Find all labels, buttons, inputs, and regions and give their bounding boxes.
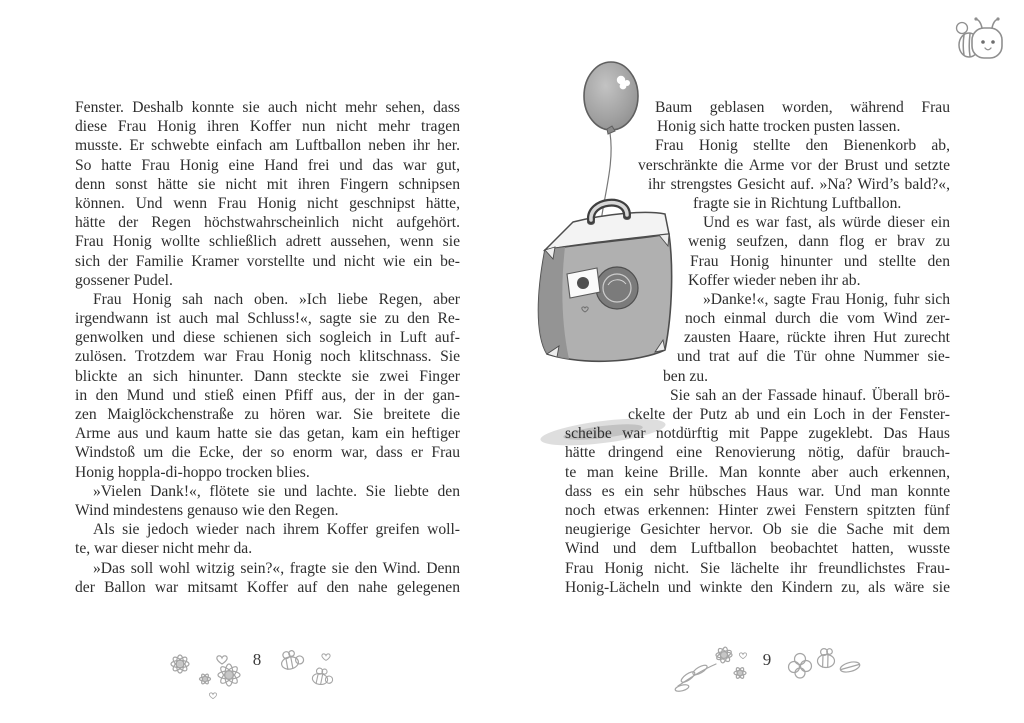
text-line: Frau Honig sah nach oben. »Ich liebe Regen, aber bbox=[93, 290, 460, 308]
right-footer-decoration bbox=[672, 642, 758, 696]
text-line: Frau Honig hinunter und stellte den bbox=[690, 252, 950, 270]
text-line: ben zu. bbox=[663, 367, 709, 385]
text-line: Baum geblasen worden, während Frau bbox=[655, 99, 950, 116]
text-line: blickte an sich hinunter. Dann steckte sie zwei Finger bbox=[75, 367, 460, 385]
text-line: genwolken und diese schienen sich sogleich in Luft auf- bbox=[75, 329, 460, 347]
text-line: denn sonst hätte sie nicht mit ihren Fingern schnipsen bbox=[75, 175, 460, 193]
left-page-text-column bbox=[75, 98, 460, 597]
text-line: te, war dieser nicht mehr da. bbox=[75, 540, 253, 558]
text-line: Frau Honig stellte den Bienenkorb ab, bbox=[655, 137, 950, 155]
bee-icon bbox=[818, 649, 835, 668]
text-line: verschränkte die Arme vor der Brust und setzte bbox=[638, 156, 950, 174]
text-line: sich der Familie Kramer vorstellte und nicht wie ein be- bbox=[75, 252, 460, 270]
text-line: Wind und dem Luftballon beobachtet hatten, wusste bbox=[565, 540, 950, 558]
text-line: Honig-Lächeln und winkte den Kindern zu, als wäre sie bbox=[565, 578, 950, 596]
text-line: gossener Pudel. bbox=[75, 271, 173, 289]
berries-icon bbox=[789, 654, 812, 679]
text-line: noch etwas erkennen: Hinter zwei Fenstern spitzten fünf bbox=[565, 501, 950, 519]
text-line: hätte der Regen höchstwahrscheinlich nicht aufgehört. bbox=[75, 214, 460, 232]
text-line: »Das soll wohl witzig sein?«, fragte sie den Wind. Denn bbox=[93, 559, 460, 577]
branch-icon bbox=[675, 663, 716, 692]
flower-icon bbox=[715, 647, 732, 664]
bee-logo-icon bbox=[952, 12, 1014, 70]
flower-icon bbox=[200, 673, 211, 685]
heart-icon bbox=[209, 693, 216, 699]
bee-icon bbox=[279, 648, 305, 670]
text-line: Fenster. Deshalb konnte sie auch nicht mehr sehen, dass bbox=[75, 99, 460, 116]
text-line: Frau Honig wollte schließlich adrett aussehen, wenn sie bbox=[75, 233, 460, 251]
text-line: zen Maiglöckchenstraße zu hören war. Sie breitete die bbox=[75, 406, 460, 423]
text-line: »Vielen Dank!«, flötete sie und lachte. Sie liebte den bbox=[93, 482, 460, 500]
text-line: zulösen. Trotzdem war Frau Honig noch klitschnass. Sie bbox=[75, 348, 460, 366]
text-line: noch einmal durch die vom Wind zer- bbox=[685, 310, 950, 328]
text-line: Frau Honig nicht. Sie lächelte ihr freundlichstes Frau- bbox=[565, 559, 950, 577]
text-line: Sie sah an der Fassade hinauf. Überall brö- bbox=[670, 386, 950, 404]
text-line: der Ballon war mitsamt Koffer auf den nahe gelegenen bbox=[75, 578, 460, 596]
text-line: zausten Haare, rückte ihren Hut zurecht bbox=[684, 329, 950, 347]
text-line: So hatte Frau Honig eine Hand frei und das war gut, bbox=[75, 156, 460, 174]
flower-icon bbox=[171, 655, 189, 673]
text-line: Koffer wieder neben ihr ab. bbox=[688, 271, 861, 289]
flower-icon bbox=[218, 664, 240, 686]
page-number-left: 8 bbox=[252, 650, 262, 669]
text-line: können. Und wenn Frau Honig nicht geschnipst hätte, bbox=[75, 194, 460, 212]
text-line: Honig hoppla-di-hoppo trocken blies. bbox=[75, 463, 310, 481]
page-number-right: 9 bbox=[762, 650, 772, 669]
text-line: Arme aus und kaum hatte sie das getan, kam ein heftiger bbox=[75, 425, 460, 443]
text-line: in den Mund und stieß einen Pfiff aus, der in der gan- bbox=[75, 386, 460, 404]
text-line: diese Frau Honig ihren Koffer nun nicht mehr tragen bbox=[75, 118, 460, 136]
text-line: Wind mindestens genauso wie den Regen. bbox=[75, 501, 339, 519]
text-line: Und es war fast, als würde dieser ein bbox=[703, 214, 950, 232]
text-line: Windstoß um die Ecke, der so enorm war, dass er Frau bbox=[75, 444, 460, 462]
heart-icon bbox=[322, 654, 330, 661]
text-line: musste. Er schwebte einfach am Luftballon neben ihr her. bbox=[75, 137, 460, 155]
text-line: dass es ein sehr hübsches Haus war. Und man konnte bbox=[565, 482, 950, 500]
text-line: ihr strengstes Gesicht auf. »Na? Wird’s bald?«, bbox=[648, 175, 950, 193]
text-line: Honig sich hatte trocken pusten lassen. bbox=[657, 118, 901, 136]
text-line: fragte sie in Richtung Luftballon. bbox=[693, 194, 902, 212]
heart-icon bbox=[217, 656, 227, 664]
flower-icon bbox=[734, 667, 746, 680]
right-footer-decoration-right bbox=[784, 646, 864, 690]
text-line: »Danke!«, sagte Frau Honig, fuhr sich bbox=[703, 290, 950, 308]
leaf-icon bbox=[839, 660, 861, 674]
text-line: und trat auf die Tür ohne Nummer sie- bbox=[677, 348, 950, 366]
bee-icon bbox=[312, 667, 335, 686]
heart-icon bbox=[739, 653, 746, 659]
text-line: hätte dringend eine Renovierung nötig, dafür brauch- bbox=[565, 444, 950, 462]
text-line: Als sie jedoch wieder nach ihrem Koffer greifen woll- bbox=[93, 521, 460, 539]
left-footer-decoration-right bbox=[276, 646, 342, 692]
text-line: wenig seufzen, dann flog er brav zu bbox=[688, 233, 950, 251]
text-line: neugierige Gesichter hervor. Ob sie die Sache mit dem bbox=[565, 521, 950, 539]
text-line: irgendwann ist auch mal Schluss!«, sagte sie zu den Re- bbox=[75, 310, 460, 328]
text-line: scheibe war notdürftig mit Pappe zugeklebt. Das Haus bbox=[565, 425, 950, 443]
text-line: ckelte der Putz ab und ein Loch in der Fenster- bbox=[628, 406, 950, 423]
right-page-text-column bbox=[565, 98, 950, 597]
text-line: te man keine Brille. Man konnte aber auch erkennen, bbox=[565, 463, 950, 481]
